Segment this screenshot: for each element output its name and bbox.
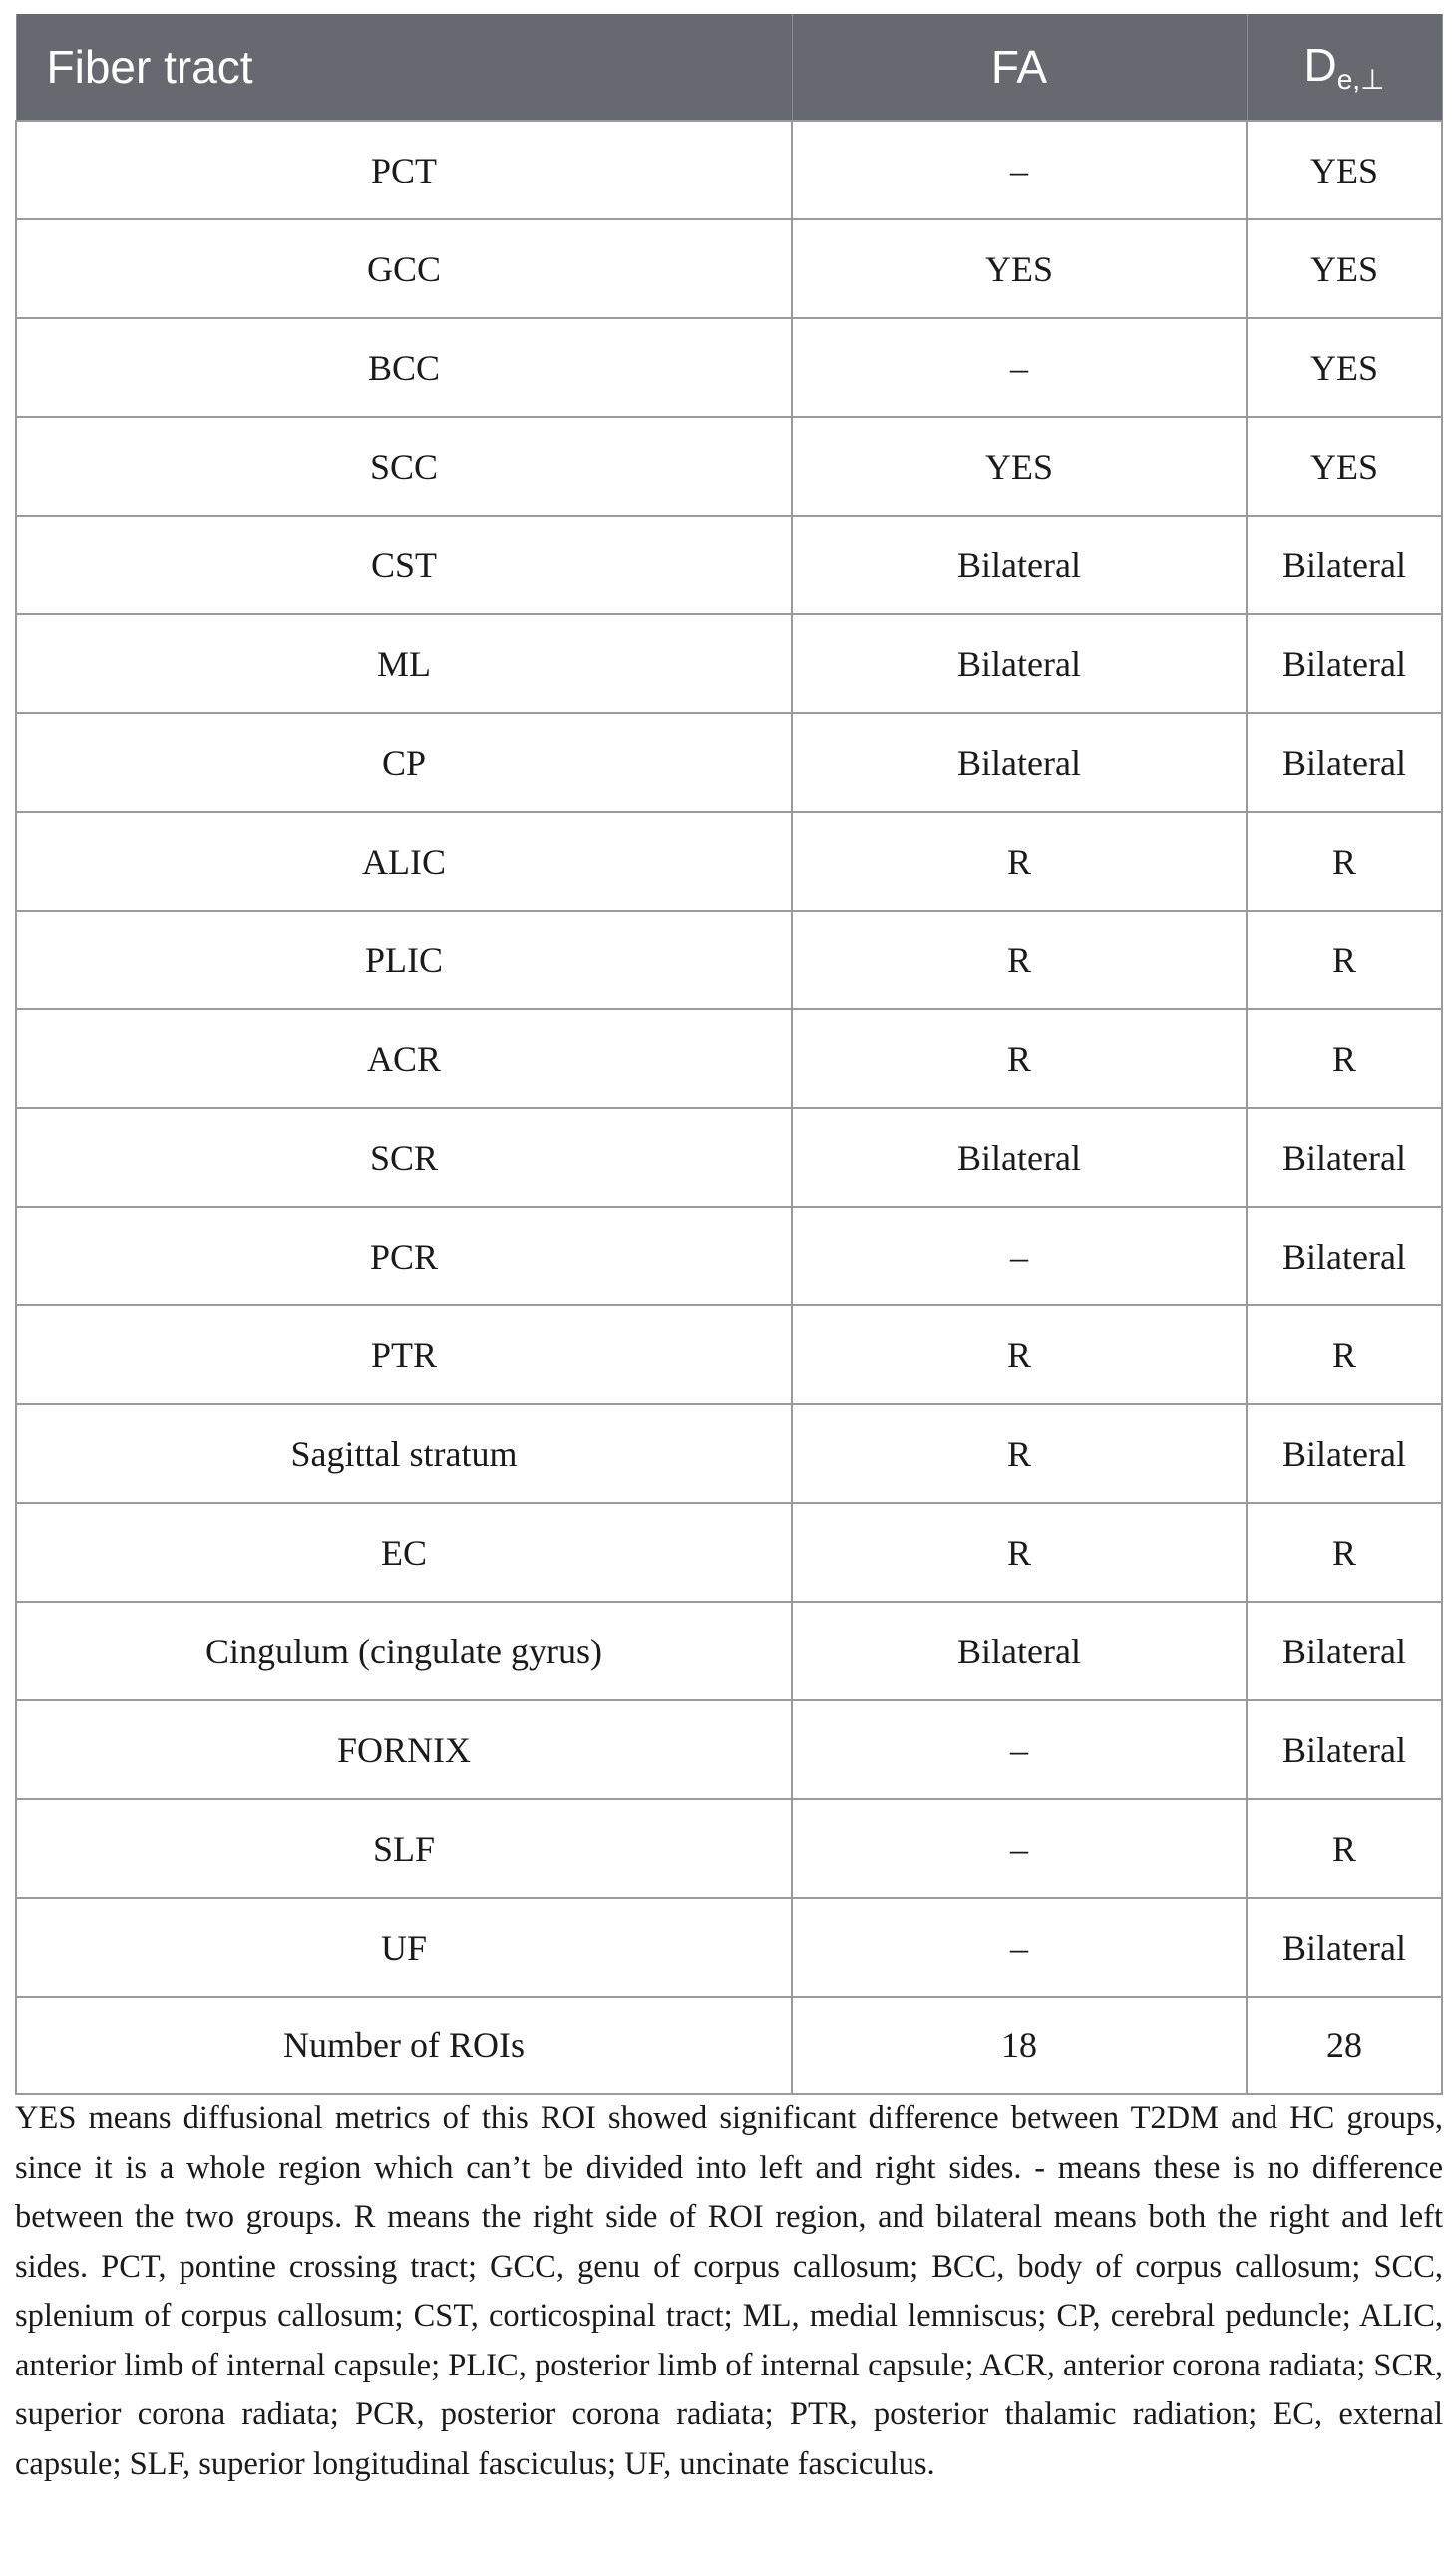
table-row xyxy=(16,219,1442,318)
cell-de-perp: Bilateral xyxy=(1247,1108,1442,1207)
cell-fiber-tract: SCR xyxy=(16,1108,792,1207)
table-row xyxy=(16,318,1442,417)
cell-fa: R xyxy=(792,1503,1247,1602)
cell-fiber-tract: CST xyxy=(16,516,792,614)
cell-de-perp: Bilateral xyxy=(1247,1404,1442,1503)
cell-fa: R xyxy=(792,1009,1247,1108)
header-de-main: D xyxy=(1303,39,1337,91)
cell-de-perp: Bilateral xyxy=(1247,1207,1442,1305)
table-row xyxy=(16,1207,1442,1305)
cell-fiber-tract: PCR xyxy=(16,1207,792,1305)
cell-fiber-tract: FORNIX xyxy=(16,1700,792,1799)
table-row xyxy=(16,417,1442,516)
table-row xyxy=(16,1799,1442,1898)
cell-fa: YES xyxy=(792,417,1247,516)
cell-fa: R xyxy=(792,812,1247,911)
cell-de-perp: Bilateral xyxy=(1247,713,1442,812)
cell-fa: Bilateral xyxy=(792,1602,1247,1700)
cell-fiber-tract: SCC xyxy=(16,417,792,516)
header-fa: FA xyxy=(792,14,1247,121)
cell-fa: – xyxy=(792,1700,1247,1799)
header-de-perp xyxy=(1247,14,1442,121)
cell-fa: Bilateral xyxy=(792,516,1247,614)
table-row xyxy=(16,1700,1442,1799)
header-fiber-tract: Fiber tract xyxy=(16,14,792,121)
cell-de-perp: R xyxy=(1247,1009,1442,1108)
cell-de-perp: R xyxy=(1247,812,1442,911)
cell-fiber-tract: UF xyxy=(16,1898,792,1997)
cell-fiber-tract: PCT xyxy=(16,121,792,219)
cell-de-perp: YES xyxy=(1247,417,1442,516)
table-row xyxy=(16,1898,1442,1997)
cell-fiber-tract: PTR xyxy=(16,1305,792,1404)
table-row xyxy=(16,1108,1442,1207)
cell-fiber-tract: CP xyxy=(16,713,792,812)
cell-fa: Bilateral xyxy=(792,614,1247,713)
cell-fiber-tract: ACR xyxy=(16,1009,792,1108)
results-table xyxy=(15,14,1443,2095)
cell-de-perp: Bilateral xyxy=(1247,614,1442,713)
cell-fiber-tract: BCC xyxy=(16,318,792,417)
cell-fa: – xyxy=(792,121,1247,219)
table-row xyxy=(16,1404,1442,1503)
cell-fiber-tract: Number of ROIs xyxy=(16,1997,792,2094)
cell-de-perp: Bilateral xyxy=(1247,1602,1442,1700)
cell-fa: YES xyxy=(792,219,1247,318)
cell-fiber-tract: Sagittal stratum xyxy=(16,1404,792,1503)
cell-fa: R xyxy=(792,911,1247,1009)
table-row xyxy=(16,1009,1442,1108)
cell-de-perp: YES xyxy=(1247,318,1442,417)
table-row xyxy=(16,1503,1442,1602)
table-row xyxy=(16,121,1442,219)
cell-de-perp: YES xyxy=(1247,219,1442,318)
cell-fiber-tract: ML xyxy=(16,614,792,713)
table-row xyxy=(16,713,1442,812)
cell-fa: R xyxy=(792,1404,1247,1503)
table-row xyxy=(16,1997,1442,2094)
cell-de-perp: R xyxy=(1247,1799,1442,1898)
table-footnote: YES means diffusional metrics of this ROI showed significant difference between T2DM and HC groups, since it is a whole region which can’t be divided into left and right sides. - means these is no difference between the two groups. R means the right side of ROI region, and bilateral means both the right and left sides. PCT, pontine crossing tract; GCC, genu of corpus callosum; BCC, body of corpus callosum; SCC, splenium of corpus callosum; CST, corticospinal tract; ML, medial lemniscus; CP, cerebral peduncle; ALIC, anterior limb of internal capsule; PLIC, posterior limb of internal capsule; ACR, anterior corona radiata; SCR, superior corona radiata; PCR, posterior corona radiata; PTR, posterior thalamic radiation; EC, external capsule; SLF, superior longitudinal fasciculus; UF, uncinate fasciculus. xyxy=(15,2100,1443,2482)
cell-fa: – xyxy=(792,1799,1247,1898)
cell-de-perp: R xyxy=(1247,1503,1442,1602)
cell-fiber-tract: EC xyxy=(16,1503,792,1602)
header-row xyxy=(16,14,1442,121)
cell-fiber-tract: GCC xyxy=(16,219,792,318)
cell-fa: R xyxy=(792,1305,1247,1404)
table-row xyxy=(16,516,1442,614)
cell-fa: 18 xyxy=(792,1997,1247,2094)
cell-de-perp: Bilateral xyxy=(1247,1700,1442,1799)
cell-de-perp: R xyxy=(1247,911,1442,1009)
cell-fiber-tract: SLF xyxy=(16,1799,792,1898)
cell-de-perp: YES xyxy=(1247,121,1442,219)
cell-fa: – xyxy=(792,1898,1247,1997)
cell-de-perp: Bilateral xyxy=(1247,516,1442,614)
cell-fa: Bilateral xyxy=(792,1108,1247,1207)
cell-de-perp: R xyxy=(1247,1305,1442,1404)
cell-de-perp: 28 xyxy=(1247,1997,1442,2094)
table-row xyxy=(16,812,1442,911)
header-de-subscript: e,⊥ xyxy=(1336,64,1385,95)
cell-fa: Bilateral xyxy=(792,713,1247,812)
cell-fiber-tract: ALIC xyxy=(16,812,792,911)
table-row xyxy=(16,1602,1442,1700)
table-header xyxy=(16,14,1442,121)
cell-fa: – xyxy=(792,318,1247,417)
table-body xyxy=(16,121,1442,2094)
table-row xyxy=(16,614,1442,713)
table-row xyxy=(16,911,1442,1009)
cell-fiber-tract: Cingulum (cingulate gyrus) xyxy=(16,1602,792,1700)
table-row xyxy=(16,1305,1442,1404)
cell-de-perp: Bilateral xyxy=(1247,1898,1442,1997)
cell-fiber-tract: PLIC xyxy=(16,911,792,1009)
cell-fa: – xyxy=(792,1207,1247,1305)
